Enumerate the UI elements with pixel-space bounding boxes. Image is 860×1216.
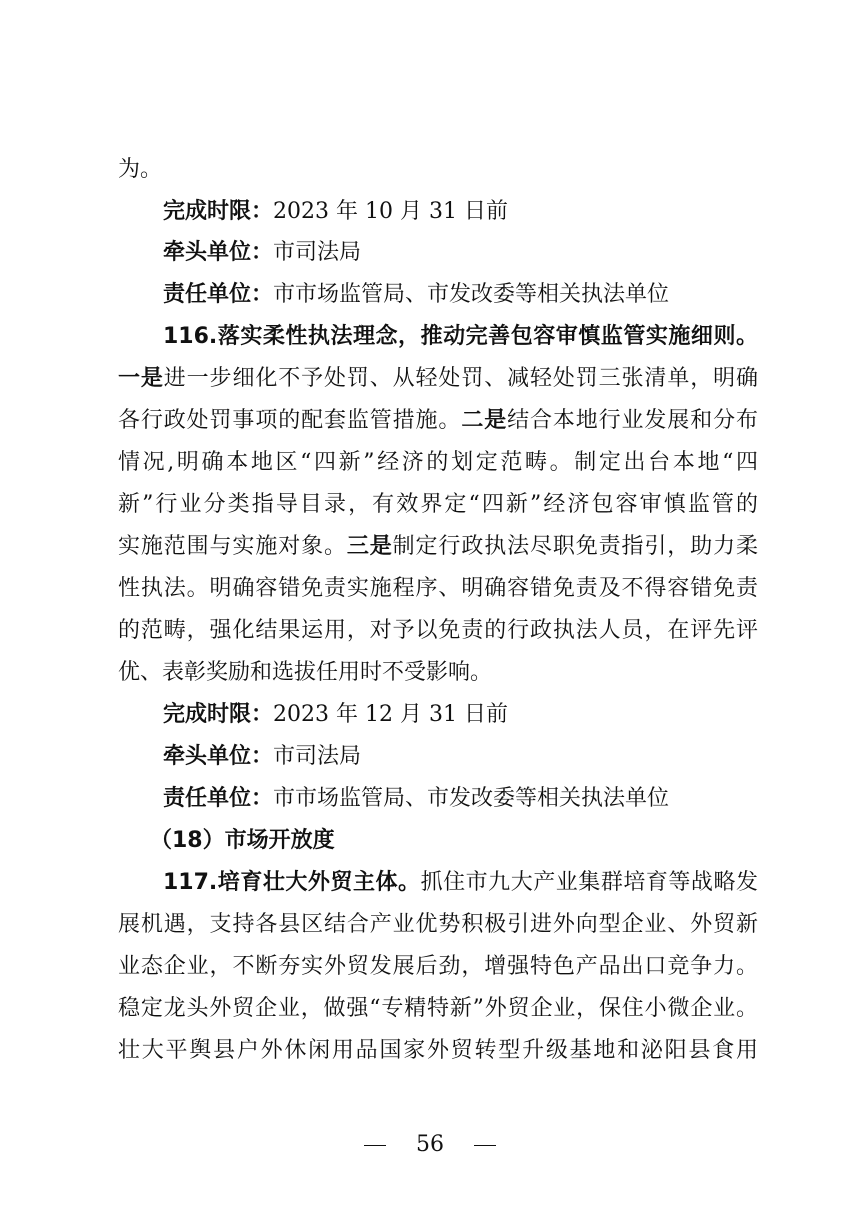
paragraph-line: 壮大平舆县户外休闲用品国家外贸转型升级基地和泌阳县食用 — [118, 1038, 758, 1063]
section-heading: （18）市场开放度 — [150, 828, 335, 853]
responsible-unit-line: 责任单位：市市场监管局、市发改委等相关执法单位 — [163, 282, 670, 307]
deadline-line: 完成时限：2023 年 12 月 31 日前 — [163, 702, 508, 727]
item-116-heading: 116.落实柔性执法理念，推动完善包容审慎监管实施细则。 — [163, 324, 758, 349]
item-117-heading: 117.培育壮大外贸主体。抓住市九大产业集群培育等战略发 — [163, 870, 758, 895]
paragraph-line: 性执法。明确容错免责实施程序、明确容错免责及不得容错免责 — [118, 576, 758, 601]
paragraph-line: 一是进一步细化不予处罚、从轻处罚、减轻处罚三张清单，明确 — [118, 366, 758, 391]
paragraph-line: 业态企业，不断夯实外贸发展后劲，增强特色产品出口竞争力。 — [118, 954, 758, 979]
lead-unit-line: 牵头单位：市司法局 — [163, 240, 362, 265]
footer-dash-left — [364, 1145, 386, 1146]
paragraph-line: 的范畴，强化结果运用，对予以免责的行政执法人员，在评先评 — [118, 618, 758, 643]
paragraph-line: 新”行业分类指导目录，有效界定“四新”经济包容审慎监管的 — [118, 492, 758, 517]
responsible-unit-line: 责任单位：市市场监管局、市发改委等相关执法单位 — [163, 786, 670, 811]
paragraph-line: 实施范围与实施对象。三是制定行政执法尽职免责指引，助力柔 — [118, 534, 758, 559]
lead-unit-line: 牵头单位：市司法局 — [163, 744, 362, 769]
paragraph-line: 为。 — [118, 157, 163, 182]
page-number: 56 — [416, 1132, 444, 1157]
paragraph-line: 情况,明确本地区“四新”经济的划定范畴。制定出台本地“四 — [118, 450, 758, 475]
paragraph-line: 各行政处罚事项的配套监管措施。二是结合本地行业发展和分布 — [118, 408, 758, 433]
footer-dash-right — [474, 1145, 496, 1146]
deadline-line: 完成时限：2023 年 10 月 31 日前 — [163, 199, 508, 224]
paragraph-line: 稳定龙头外贸企业，做强“专精特新”外贸企业，保住小微企业。 — [118, 996, 758, 1021]
paragraph-line: 展机遇，支持各县区结合产业优势积极引进外向型企业、外贸新 — [118, 912, 758, 937]
paragraph-line: 优、表彰奖励和选拔任用时不受影响。 — [118, 660, 493, 685]
page-footer — [0, 1130, 860, 1160]
